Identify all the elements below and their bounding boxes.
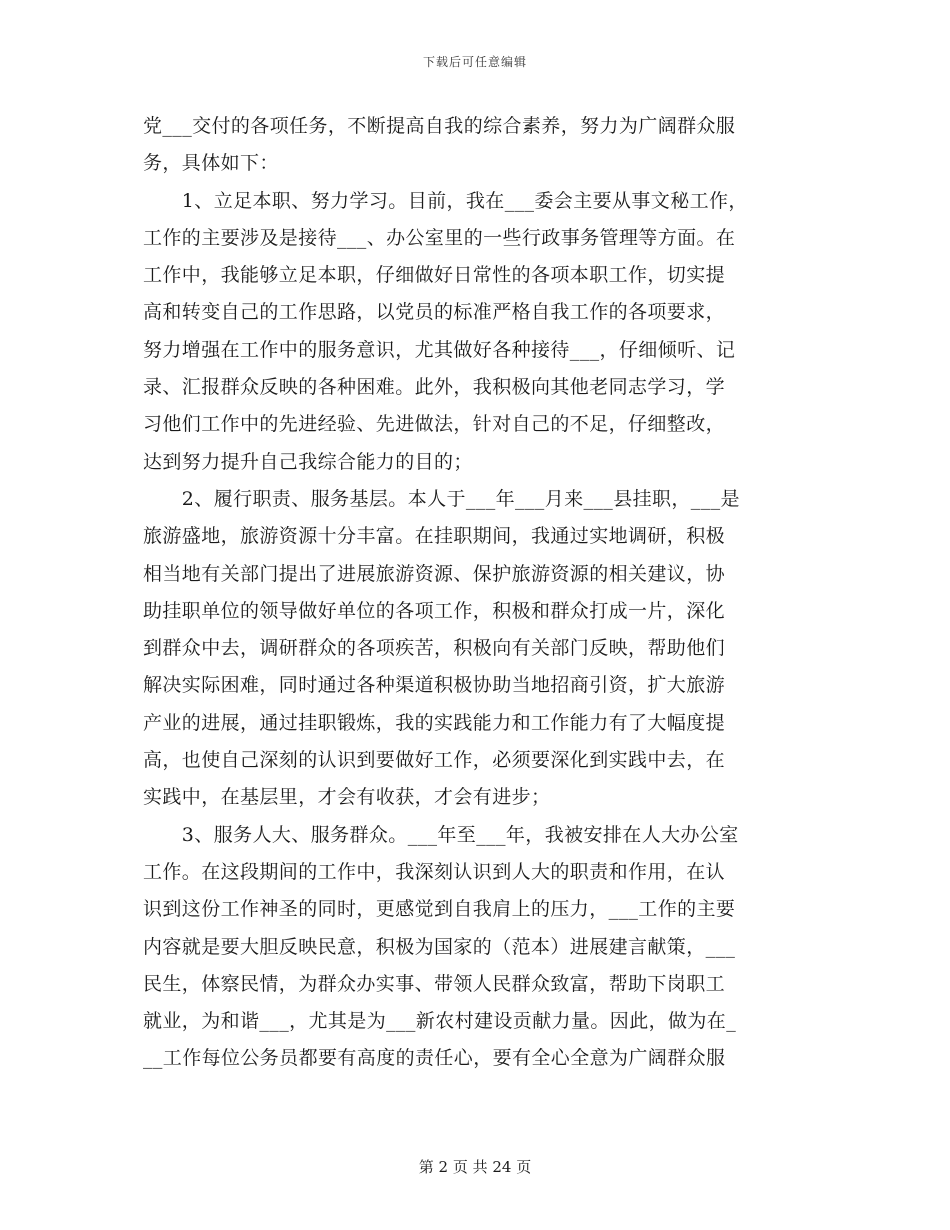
body-line: 到群众中去，调研群众的各项疾苦，积极向有关部门反映，帮助他们 <box>143 637 726 660</box>
body-line: 习他们工作中的先进经验、先进做法，针对自己的不足，仔细整改， <box>143 413 726 436</box>
body-line: 党___交付的各项任务，不断提高自我的综合素养，努力为广阔群众服 <box>143 115 736 137</box>
body-line: __工作每位公务员都要有高度的责任心，要有全心全意为广阔群众服 <box>143 1047 726 1070</box>
page-number: 第 2 页 共 24 页 <box>418 1158 532 1176</box>
page-header-note: 下载后可任意编辑 <box>422 55 527 69</box>
body-line: 助挂职单位的领导做好单位的各项工作，积极和群众打成一片，深化 <box>143 599 726 622</box>
body-line: 相当地有关部门提出了进展旅游资源、保护旅游资源的相关建议，协 <box>143 562 726 585</box>
body-line: 录、汇报群众反映的各种困难。此外，我积极向其他老同志学习，学 <box>143 376 726 399</box>
body-line: 就业，为和谐___，尤其是为___新农村建设贡献力量。因此，做为在_ <box>143 1010 737 1033</box>
body-line: 努力增强在工作中的服务意识，尤其做好各种接待___，仔细倾听、记 <box>143 338 736 361</box>
body-line: 工作中，我能够立足本职，仔细做好日常性的各项本职工作，切实提 <box>143 264 726 287</box>
body-line: 旅游盛地，旅游资源十分丰富。在挂职期间，我通过实地调研，积极 <box>143 525 726 548</box>
body-line: 产业的进展，通过挂职锻炼，我的实践能力和工作能力有了大幅度提 <box>143 711 726 734</box>
body-line: 工作的主要涉及是接待___、办公室里的一些行政事务管理等方面。在 <box>143 226 736 249</box>
body-line: 高，也使自己深刻的认识到要做好工作，必须要深化到实践中去，在 <box>143 749 726 772</box>
body-line: 解决实际困难，同时通过各种渠道积极协助当地招商引资，扩大旅游 <box>143 674 726 697</box>
body-line: 务，具体如下： <box>143 152 279 175</box>
document-body <box>143 108 808 1078</box>
body-line: 工作。在这段期间的工作中，我深刻认识到人大的职责和作用，在认 <box>143 860 726 883</box>
body-line: 2、履行职责、服务基层。本人于___年___月来___县挂职，___是 <box>143 487 740 510</box>
body-line: 民生，体察民情，为群众办实事、带领人民群众致富，帮助下岗职工 <box>143 972 726 995</box>
body-line: 1、立足本职、努力学习。目前，我在___委会主要从事文秘工作， <box>143 189 748 212</box>
body-line: 内容就是要大胆反映民意，积极为国家的（范本）进展建言献策，___ <box>143 935 736 958</box>
body-line: 达到努力提升自己我综合能力的目的； <box>143 450 473 473</box>
body-line: 识到这份工作神圣的同时，更感觉到自我肩上的压力，___工作的主要 <box>143 898 736 921</box>
body-line: 3、服务人大、服务群众。___年至___年，我被安排在人大办公室 <box>143 823 739 846</box>
body-line: 实践中，在基层里，才会有收获，才会有进步； <box>143 786 551 809</box>
body-line: 高和转变自己的工作思路，以党员的标准严格自我工作的各项要求， <box>143 301 726 324</box>
